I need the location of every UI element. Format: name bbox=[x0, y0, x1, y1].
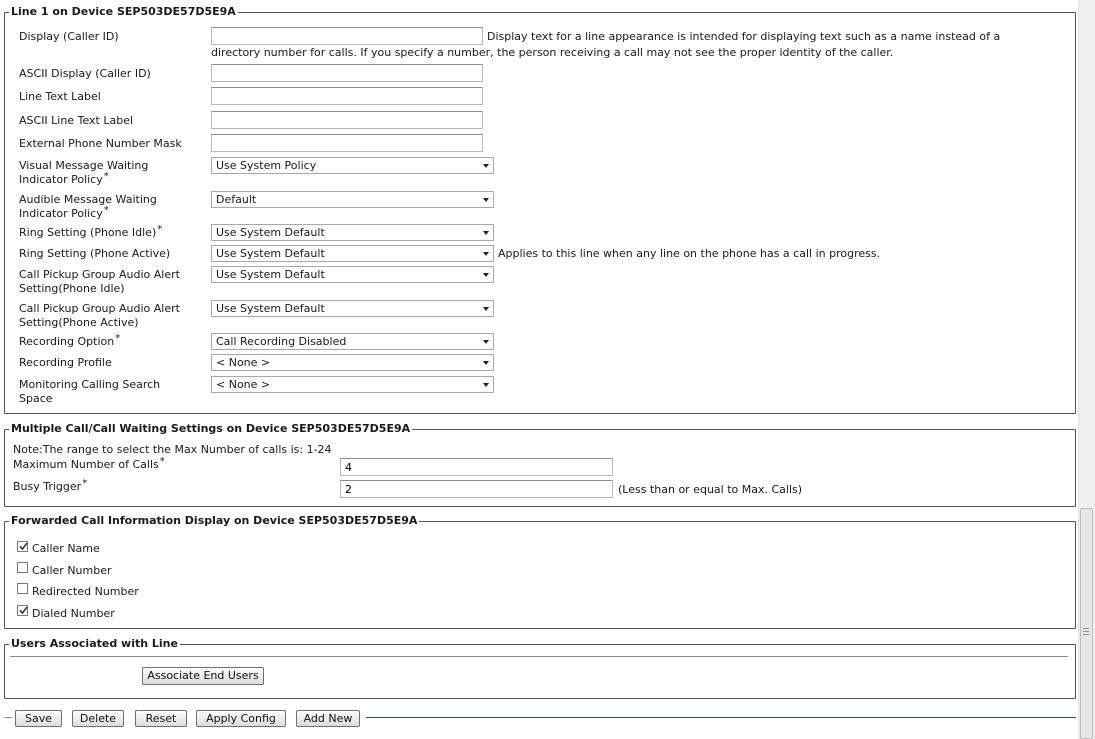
check-icon bbox=[18, 541, 29, 552]
required-marker: * bbox=[103, 170, 109, 182]
max-calls-input[interactable] bbox=[340, 458, 613, 476]
pickup-alert-idle-value: Use System Default bbox=[216, 268, 325, 281]
scrollbar-grip-icon bbox=[1083, 631, 1089, 632]
required-marker: * bbox=[115, 333, 121, 344]
max-calls-range-note: Note:The range to select the Max Number of calls is: 1-24 bbox=[13, 443, 332, 456]
chevron-down-icon bbox=[483, 164, 489, 168]
check-icon bbox=[18, 605, 29, 616]
busy-trigger-input[interactable] bbox=[340, 480, 613, 498]
scrollbar-grip-icon bbox=[1083, 634, 1089, 635]
visual-mwi-label-line-2: Indicator Policy bbox=[19, 172, 103, 186]
busy-trigger-note: (Less than or equal to Max. Calls) bbox=[618, 483, 803, 496]
monitoring-css-select[interactable] bbox=[211, 376, 494, 393]
forwarded-info-section bbox=[4, 514, 1076, 629]
caller-name-label: Caller Name bbox=[32, 542, 100, 555]
dialed-number-label: Dialed Number bbox=[32, 607, 115, 620]
audible-mwi-label-line-2: Indicator Policy bbox=[19, 206, 103, 220]
monitoring-css-label-line-1: Monitoring Calling Search bbox=[19, 378, 161, 391]
required-marker: * bbox=[82, 478, 88, 489]
pickup-alert-idle-select[interactable] bbox=[211, 266, 494, 283]
recording-option-text: Recording Option bbox=[19, 335, 115, 348]
pickup-alert-idle-label-line-2: Setting(Phone Idle) bbox=[19, 281, 125, 295]
recording-profile-select[interactable] bbox=[211, 354, 494, 371]
ring-setting-idle-value: Use System Default bbox=[216, 226, 325, 239]
monitoring-css-value: < None > bbox=[216, 378, 271, 391]
pickup-alert-active-value: Use System Default bbox=[216, 302, 325, 315]
display-help-line-1: Display text for a line appearance is intended for displaying text such as a name instead of a bbox=[487, 30, 1001, 43]
recording-profile-value: < None > bbox=[216, 356, 271, 369]
external-phone-mask-label: External Phone Number Mask bbox=[19, 137, 182, 150]
dialed-number-checkbox[interactable] bbox=[17, 605, 28, 616]
chevron-down-icon bbox=[483, 252, 489, 256]
display-help-line-2: directory number for calls. If you specify a number, the person receiving a call may not see the proper identity of the caller. bbox=[211, 46, 894, 59]
line-settings-section bbox=[4, 5, 1076, 414]
pickup-alert-active-label-line-1: Call Pickup Group Audio Alert bbox=[19, 302, 180, 315]
ring-setting-active-value: Use System Default bbox=[216, 247, 325, 260]
line-text-label-label: Line Text Label bbox=[19, 90, 101, 103]
required-marker: * bbox=[157, 224, 163, 235]
recording-option-label bbox=[19, 335, 120, 349]
line-settings-legend: Line 1 on Device SEP503DE57D5E9A bbox=[11, 5, 236, 18]
recording-option-value: Call Recording Disabled bbox=[216, 335, 347, 348]
redirected-number-label: Redirected Number bbox=[32, 585, 139, 598]
redirected-number-checkbox[interactable] bbox=[17, 583, 28, 594]
audible-mwi-label bbox=[19, 193, 157, 220]
ring-setting-idle-text: Ring Setting (Phone Idle) bbox=[19, 226, 157, 239]
chevron-down-icon bbox=[483, 383, 489, 387]
caller-number-label: Caller Number bbox=[32, 564, 112, 577]
ascii-display-label: ASCII Display (Caller ID) bbox=[19, 67, 151, 80]
busy-trigger-text: Busy Trigger bbox=[13, 480, 82, 493]
ascii-line-text-label-input[interactable] bbox=[211, 111, 483, 129]
display-caller-id-input[interactable] bbox=[211, 27, 483, 45]
visual-mwi-select[interactable] bbox=[211, 157, 494, 174]
required-marker: * bbox=[103, 204, 109, 216]
delete-button[interactable]: Delete bbox=[72, 710, 124, 727]
external-phone-mask-input[interactable] bbox=[211, 134, 483, 152]
caller-number-checkbox[interactable] bbox=[17, 562, 28, 573]
visual-mwi-label-line-1: Visual Message Waiting bbox=[19, 159, 149, 172]
ring-setting-idle-select[interactable] bbox=[211, 224, 494, 241]
ring-setting-active-select[interactable] bbox=[211, 245, 494, 262]
ascii-line-text-label-label: ASCII Line Text Label bbox=[19, 114, 134, 127]
reset-button[interactable]: Reset bbox=[135, 710, 187, 727]
monitoring-css-label bbox=[19, 378, 160, 405]
ring-setting-active-note: Applies to this line when any line on the phone has a call in progress. bbox=[498, 247, 881, 260]
pickup-alert-active-label-line-2: Setting(Phone Active) bbox=[19, 315, 139, 329]
busy-trigger-label bbox=[13, 480, 87, 494]
ascii-display-input[interactable] bbox=[211, 64, 483, 82]
visual-mwi-value: Use System Policy bbox=[216, 159, 317, 172]
add-new-button[interactable]: Add New bbox=[296, 710, 360, 727]
toolbar-divider-left bbox=[4, 717, 12, 718]
chevron-down-icon bbox=[483, 198, 489, 202]
audible-mwi-value: Default bbox=[216, 193, 257, 206]
max-calls-text: Maximum Number of Calls bbox=[13, 458, 159, 471]
chevron-down-icon bbox=[483, 307, 489, 311]
caller-name-checkbox[interactable] bbox=[17, 541, 28, 552]
pickup-alert-active-label bbox=[19, 302, 180, 329]
audible-mwi-select[interactable] bbox=[211, 191, 494, 208]
scrollbar-grip-icon bbox=[1083, 628, 1089, 629]
required-marker: * bbox=[159, 456, 165, 467]
multiple-calls-legend: Multiple Call/Call Waiting Settings on Device SEP503DE57D5E9A bbox=[11, 422, 411, 435]
associate-end-users-button[interactable]: Associate End Users bbox=[142, 667, 264, 685]
scrollbar-thumb[interactable] bbox=[1080, 508, 1093, 739]
line-text-label-input[interactable] bbox=[211, 87, 483, 105]
pickup-alert-idle-label-line-1: Call Pickup Group Audio Alert bbox=[19, 268, 180, 281]
max-calls-label bbox=[13, 458, 165, 472]
users-associated-divider bbox=[10, 656, 1068, 657]
users-associated-legend: Users Associated with Line bbox=[11, 637, 178, 650]
ring-setting-idle-label bbox=[19, 226, 162, 240]
display-caller-id-label: Display (Caller ID) bbox=[19, 30, 119, 43]
monitoring-css-label-line-2: Space bbox=[19, 391, 53, 405]
apply-config-button[interactable]: Apply Config bbox=[196, 710, 286, 727]
recording-option-select[interactable] bbox=[211, 333, 494, 350]
visual-mwi-label bbox=[19, 159, 148, 186]
chevron-down-icon bbox=[483, 340, 489, 344]
audible-mwi-label-line-1: Audible Message Waiting bbox=[19, 193, 157, 206]
pickup-alert-idle-label bbox=[19, 268, 180, 295]
toolbar-divider-right bbox=[366, 717, 1076, 718]
save-button[interactable]: Save bbox=[15, 710, 62, 727]
recording-profile-label: Recording Profile bbox=[19, 356, 112, 369]
chevron-down-icon bbox=[483, 231, 489, 235]
ring-setting-active-label: Ring Setting (Phone Active) bbox=[19, 247, 171, 260]
pickup-alert-active-select[interactable] bbox=[211, 300, 494, 317]
chevron-down-icon bbox=[483, 273, 489, 277]
chevron-down-icon bbox=[483, 361, 489, 365]
forwarded-info-legend: Forwarded Call Information Display on Device SEP503DE57D5E9A bbox=[11, 514, 418, 527]
